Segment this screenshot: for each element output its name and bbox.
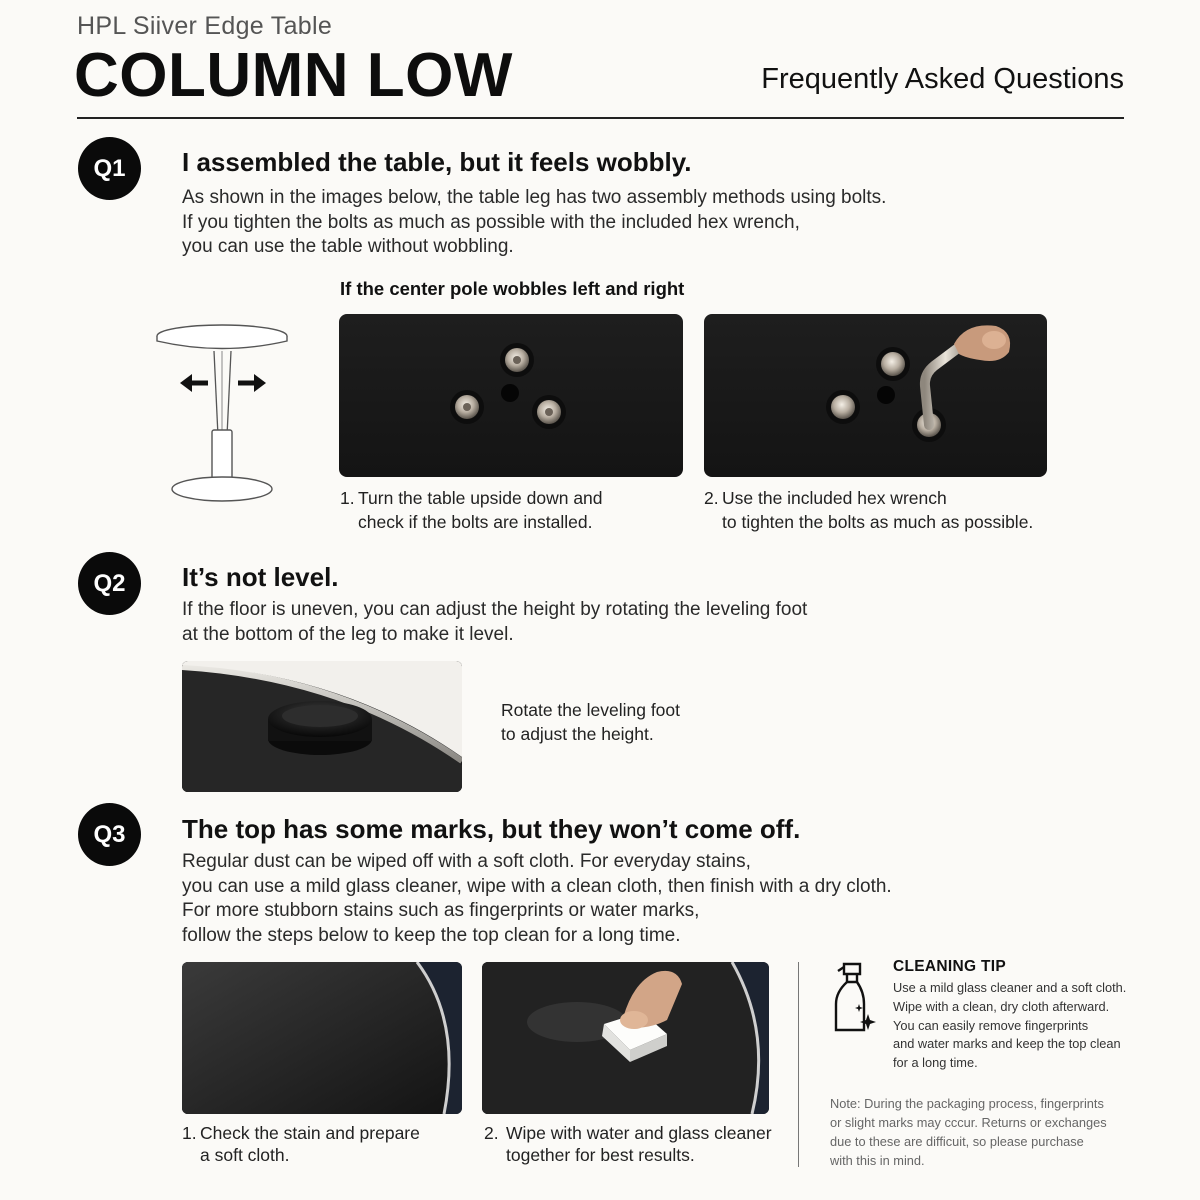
caption-line: Rotate the leveling foot — [501, 700, 681, 720]
q2-body — [182, 598, 807, 647]
q3-title: The top has some marks, but they won’t come off. — [182, 814, 801, 844]
step-number: 1. — [182, 1123, 197, 1143]
q3-body-line: follow the steps below to keep the top clean for a long time. — [182, 924, 681, 946]
q3-body-line: For more stubborn stains such as fingerprints or water marks, — [182, 900, 700, 921]
q3-step2-caption — [484, 1123, 772, 1166]
caption-line: a soft cloth. — [200, 1144, 290, 1165]
q1-body-line: As shown in the images below, the table leg has two assembly methods using bolts. — [182, 187, 887, 208]
tip-line: Wipe with a clean, dry cloth afterward. — [893, 998, 1110, 1014]
header-divider — [77, 117, 1124, 119]
table-diagram-icon — [150, 318, 300, 508]
tip-line: and water marks and keep the top clean — [893, 1036, 1121, 1052]
leveling-foot-photo — [182, 661, 462, 792]
tip-line: for a long time. — [893, 1055, 978, 1071]
tip-heading: CLEANING TIP — [893, 958, 1006, 975]
caption-line: to adjust the height. — [501, 723, 654, 744]
tip-divider — [798, 962, 799, 1167]
q2-badge: Q2 — [78, 552, 141, 615]
spray-bottle-icon — [830, 960, 884, 1036]
q3-body — [182, 850, 892, 948]
q3-badge: Q3 — [78, 803, 141, 866]
tip-line: You can easily remove fingerprints — [893, 1017, 1089, 1033]
wipe-photo — [482, 962, 769, 1114]
caption-line: Turn the table upside down and — [358, 488, 603, 508]
caption-line: together for best results. — [506, 1144, 695, 1165]
arrow-left-icon — [180, 374, 208, 392]
q1-step1-caption — [340, 487, 603, 534]
faq-heading: Frequently Asked Questions — [761, 63, 1124, 95]
q3-step1-caption — [182, 1123, 420, 1166]
note-line: with this in mind. — [830, 1153, 925, 1168]
q2-caption — [501, 699, 680, 746]
q1-body — [182, 186, 886, 260]
caption-line: check if the bolts are installed. — [358, 511, 593, 532]
note-line: or slight marks may cccur. Returns or exchanges — [830, 1115, 1107, 1130]
q2-body-line: If the floor is uneven, you can adjust the height by rotating the leveling foot — [182, 599, 808, 620]
caption-line: to tighten the bolts as much as possible. — [722, 511, 1034, 532]
q3-body-line: you can use a mild glass cleaner, wipe with a clean cloth, then finish with a dry cloth. — [182, 875, 892, 897]
q2-body-line: at the bottom of the leg to make it level. — [182, 623, 514, 645]
caption-line: Check the stain and prepare — [200, 1123, 420, 1143]
q1-badge: Q1 — [78, 137, 141, 200]
tip-body — [893, 979, 1126, 1073]
q1-step2-caption — [704, 487, 1033, 534]
q1-body-line: you can use the table without wobbling. — [182, 236, 514, 257]
arrow-right-icon — [238, 374, 266, 392]
q1-body-line: If you tighten the bolts as much as possible with the included hex wrench, — [182, 211, 800, 233]
note-line: Note: During the packaging process, fingerprints — [830, 1096, 1104, 1111]
q1-subheading: If the center pole wobbles left and right — [340, 278, 685, 299]
q3-body-line: Regular dust can be wiped off with a soft cloth. For everyday stains, — [182, 851, 751, 872]
note-line: due to these are difficuit, so please purchase — [830, 1134, 1084, 1149]
bolt-photo-2 — [704, 314, 1047, 477]
step-number: 2. — [704, 488, 719, 508]
bolt-photo-1 — [339, 314, 683, 477]
step-number: 1. — [340, 488, 355, 508]
q1-title: I assembled the table, but it feels wobbly. — [182, 147, 692, 177]
product-subtitle: HPL Siiver Edge Table — [77, 12, 333, 40]
caption-line: Wipe with water and glass cleaner — [506, 1123, 772, 1143]
step-number: 2. — [484, 1123, 499, 1143]
caption-line: Use the included hex wrench — [722, 488, 947, 508]
stain-photo — [182, 962, 462, 1114]
q2-title: It’s not level. — [182, 562, 339, 592]
page-title: COLUMN LOW — [74, 41, 513, 110]
tip-line: Use a mild glass cleaner and a soft cloth. — [893, 980, 1127, 995]
packaging-note — [830, 1094, 1107, 1170]
